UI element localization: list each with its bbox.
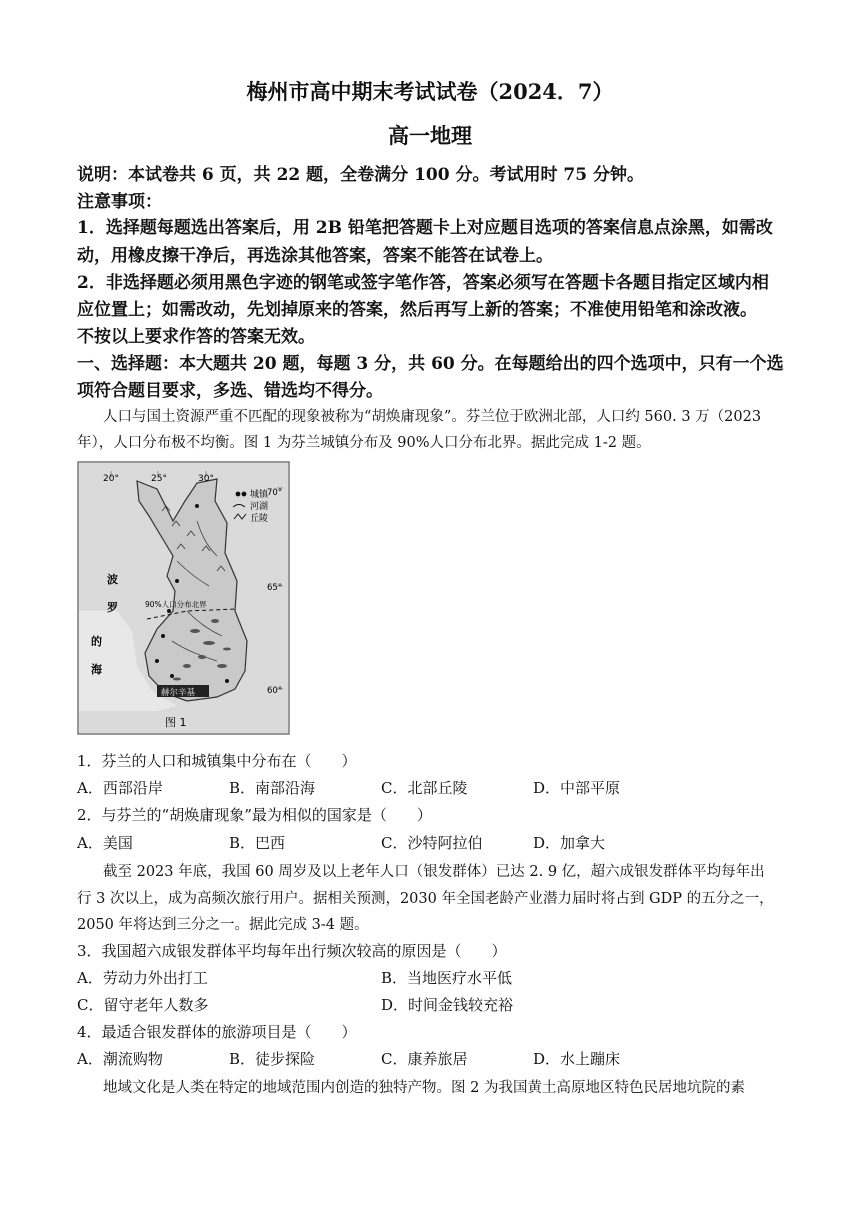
exam-note: 说明：本试卷共 6 页，共 22 题，全卷满分 100 分。考试用时 75 分钟。 <box>77 165 644 185</box>
finland-map-svg <box>77 461 290 735</box>
figure-1-caption: 图 1 <box>165 716 187 729</box>
question-2-option-c[interactable]: C．沙特阿拉伯 <box>381 834 483 852</box>
question-4-option-a[interactable]: A．潮流购物 <box>77 1050 163 1068</box>
exam-subtitle: 高一地理 <box>388 123 472 148</box>
legend-town: 城镇 <box>250 490 269 500</box>
question-2-stem: 2．与芬兰的“胡焕庸现象”最为相似的国家是（ ） <box>77 806 432 824</box>
sea-label-1: 波 <box>107 573 118 586</box>
notice-item-2-line-1: 2．非选择题必须用黑色字迹的钢笔或签字笔作答，答案必须写在答题卡各题目指定区域内相 <box>77 273 769 293</box>
question-1-option-d[interactable]: D．中部平原 <box>533 779 621 797</box>
question-4-option-c[interactable]: C．康养旅居 <box>381 1050 468 1068</box>
question-4-option-b[interactable]: B．徒步探险 <box>229 1050 316 1068</box>
notice-item-1-line-2: 动，用橡皮擦干净后，再选涂其他答案，答案不能答在试卷上。 <box>77 246 553 266</box>
passage-3-line-1: 地域文化是人类在特定的地域范围内创造的独特产物。图 2 为我国黄土高原地区特色民居地坑院的素 <box>103 1080 745 1096</box>
question-1-stem: 1．芬兰的人口和城镇集中分布在（ ） <box>77 752 357 770</box>
question-3-stem: 3．我国超六成银发群体平均每年出行频次较高的原因是（ ） <box>77 942 507 960</box>
passage-2-line-3: 2050 年将达到三分之一。据此完成 3-4 题。 <box>77 917 369 933</box>
section-1-heading-line-1: 一、选择题：本大题共 20 题，每题 3 分，共 60 分。在每题给出的四个选项中，只有一个选 <box>77 354 784 374</box>
lat-label-70: 70° <box>267 488 283 498</box>
legend-river-lake: 河湖 <box>250 502 269 512</box>
sea-label-3: 的 <box>91 635 102 648</box>
question-2-option-b[interactable]: B．巴西 <box>229 834 286 852</box>
question-1-option-c[interactable]: C．北部丘陵 <box>381 779 468 797</box>
passage-2-line-1: 截至 2023 年底，我国 60 周岁及以上老年人口（银发群体）已达 2. 9 亿，超六成银发群体平均每年出 <box>103 864 765 880</box>
sea-label-4: 海 <box>91 663 102 676</box>
lat-label-65: 65° <box>267 583 283 593</box>
question-3-option-c[interactable]: C．留守老年人数多 <box>77 996 209 1014</box>
notice-item-1-line-1: 1．选择题每题选出答案后，用 2B 铅笔把答题卡上对应题目选项的答案信息点涂黑，如需改 <box>77 218 773 238</box>
legend-hill: 丘陵 <box>250 514 269 524</box>
exam-title: 梅州市高中期末考试试卷（2024．7） <box>246 79 614 104</box>
question-2-option-d[interactable]: D．加拿大 <box>533 834 606 852</box>
population-boundary-label: 90%人口分布北界 <box>145 600 207 609</box>
question-3-option-b[interactable]: B．当地医疗水平低 <box>381 969 513 987</box>
passage-1-line-1: 人口与国土资源严重不匹配的现象被称为“胡焕庸现象”。芬兰位于欧洲北部，人口约 560. 3 万（2023 <box>103 409 762 425</box>
notice-item-2-line-2: 应位置上；如需改动，先划掉原来的答案，然后再写上新的答案；不准使用铅笔和涂改液。 <box>77 300 757 320</box>
lon-label-25: 25° <box>151 474 167 484</box>
lat-label-60: 60° <box>267 686 283 696</box>
question-1-option-a[interactable]: A．西部沿岸 <box>77 779 163 797</box>
passage-2-line-2: 行 3 次以上，成为高频次旅行用户。据相关预测，2030 年全国老龄产业潜力届时将占到 GDP 的五分之一， <box>77 891 774 907</box>
question-3-option-a[interactable]: A．劳动力外出打工 <box>77 969 208 987</box>
lon-label-20: 20° <box>103 474 119 484</box>
question-1-option-b[interactable]: B．南部沿海 <box>229 779 316 797</box>
helsinki-label: 赫尔辛基 <box>161 688 196 698</box>
figure-1-map <box>77 461 290 735</box>
notice-item-2-line-3: 不按以上要求作答的答案无效。 <box>77 327 315 347</box>
lon-label-30: 30° <box>198 474 214 484</box>
sea-label-2: 罗 <box>107 601 118 614</box>
passage-1-line-2: 年），人口分布极不均衡。图 1 为芬兰城镇分布及 90%人口分布北界。据此完成 1-2 题。 <box>77 435 651 451</box>
question-2-option-a[interactable]: A．美国 <box>77 834 133 852</box>
notice-heading: 注意事项： <box>77 192 162 212</box>
section-1-heading-line-2: 项符合题目要求，多选、错选均不得分。 <box>77 381 383 401</box>
question-3-option-d[interactable]: D．时间金钱较充裕 <box>381 996 514 1014</box>
question-4-stem: 4．最适合银发群体的旅游项目是（ ） <box>77 1023 357 1041</box>
question-4-option-d[interactable]: D．水上蹦床 <box>533 1050 621 1068</box>
